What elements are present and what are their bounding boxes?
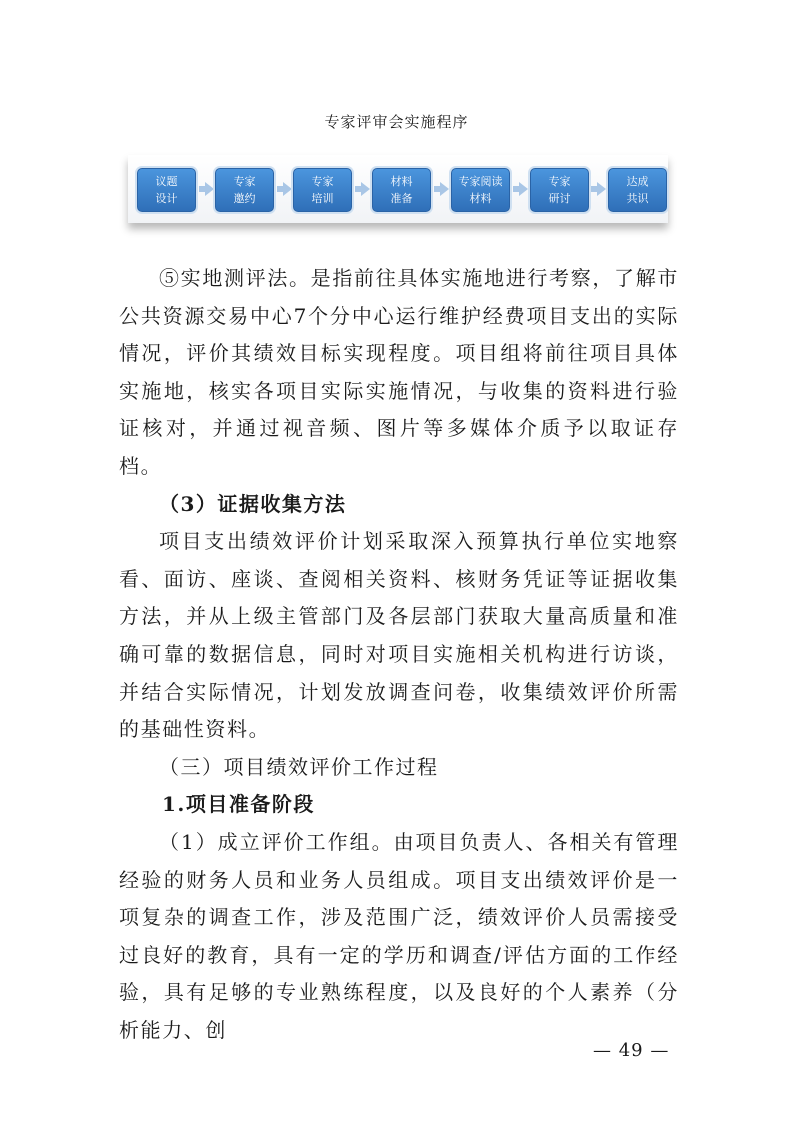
paragraph-form-team: （1）成立评价工作组。由项目负责人、各相关有管理经验的财务人员和业务人员组成。项目支出绩效评价是一项复杂的调查工作，涉及范围广泛，绩效评价人员需接受过良好的教育，具有一定的学历和调查/评估方面的工作经验，具有足够的专业熟练程度，以及良好的个人素养（分析能力、创: [119, 829, 679, 1042]
flow-step-line: 研讨: [548, 192, 571, 205]
flow-step-line: 达成: [626, 175, 649, 188]
flow-step-expert-reading: [451, 168, 510, 212]
flow-step-line: 专家: [311, 175, 334, 188]
flow-step-line: 专家: [548, 175, 571, 188]
diagram-title: 专家评审会实施程序: [324, 113, 469, 131]
flow-step-line: 设计: [155, 192, 178, 205]
arrow-right-icon: [283, 182, 292, 196]
document-body: [119, 260, 679, 1049]
heading-evaluation-process: （三）项目绩效评价工作过程: [159, 754, 439, 779]
flow-step-line: 专家阅读: [458, 175, 503, 188]
flow-step-reach-consensus: [608, 168, 667, 212]
flow-step-line: 专家: [233, 175, 256, 188]
flow-step-expert-training: [293, 168, 352, 212]
arrow-right-icon: [361, 182, 370, 196]
flow-step-line: 共识: [626, 192, 649, 205]
flow-step-topic-design: [137, 168, 196, 212]
flow-step-line: 议题: [155, 175, 178, 188]
flow-step-line: 材料: [469, 192, 492, 205]
flow-step-expert-discussion: [530, 168, 589, 212]
arrow-right-icon: [597, 182, 606, 196]
flow-step-line: 邀约: [233, 192, 256, 205]
flow-step-line: 准备: [390, 192, 413, 205]
paragraph-field-assessment: ⑤实地测评法。是指前往具体实施地进行考察，了解市公共资源交易中心7个分中心运行维护经费项目支出的实际情况，评价其绩效目标实现程度。项目组将前往项目具体实施地，核实各项目实际实施情况，与收集的资料进行验证核对，并通过视音频、图片等多媒体介质予以取证存档。: [119, 266, 679, 478]
flow-step-expert-invitation: [215, 168, 274, 212]
process-flow-diagram: [128, 155, 668, 223]
page-number: — 49 —: [593, 1040, 670, 1061]
arrow-right-icon: [205, 182, 214, 196]
arrow-right-icon: [440, 182, 449, 196]
flow-step-material-preparation: [372, 168, 431, 212]
flow-step-line: 培训: [311, 192, 334, 205]
paragraph-evidence-methods: 项目支出绩效评价计划采取深入预算执行单位实地察看、面访、座谈、查阅相关资料、核财务凭证等证据收集方法，并从上级主管部门及各层部门获取大量高质量和准确可靠的数据信息，同时对项目实施相关机构进行访谈，并结合实际情况，计划发放调查问卷，收集绩效评价所需的基础性资料。: [119, 529, 679, 742]
heading-preparation-stage: 1.项目准备阶段: [162, 792, 315, 817]
arrow-right-icon: [519, 182, 528, 196]
flow-step-line: 材料: [390, 175, 413, 188]
heading-evidence-collection: （3）证据收集方法: [159, 491, 347, 516]
